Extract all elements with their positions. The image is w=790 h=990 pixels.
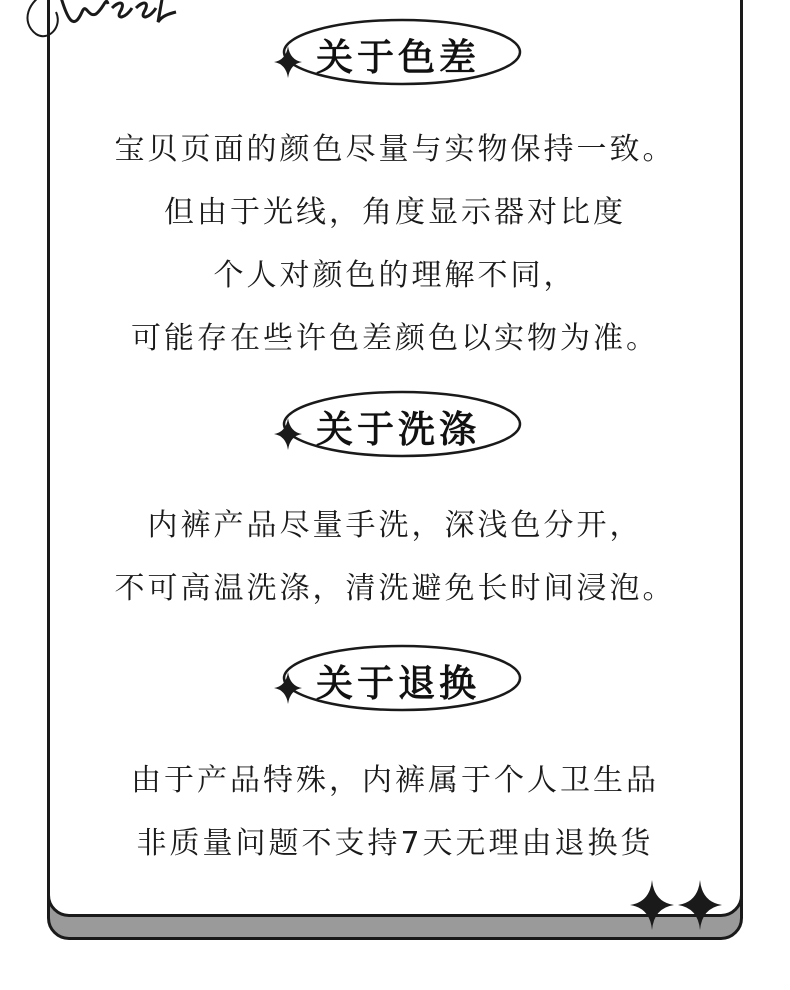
section-title-washing <box>274 384 524 464</box>
sparkle-icon <box>678 880 722 930</box>
section-title-text: 关于色差 <box>316 36 480 79</box>
section-title-text: 关于退换 <box>316 662 480 705</box>
section-line: 不可高温洗涤，清洗避免长时间浸泡。 <box>114 571 676 606</box>
script-lettering-decoration <box>8 0 178 52</box>
section-line: 但由于光线，角度显示器对比度 <box>164 195 626 230</box>
section-title-text: 关于洗涤 <box>316 408 480 451</box>
section-line: 非质量问题不支持7天无理由退换货 <box>136 826 654 861</box>
sparkle-icon <box>274 418 302 450</box>
sparkle-icon <box>630 880 674 930</box>
sparkles-decoration <box>630 878 722 932</box>
section-line: 宝贝页面的颜色尽量与实物保持一致。 <box>114 132 676 167</box>
sparkle-icon <box>274 46 302 78</box>
section-title-color-difference <box>274 12 524 92</box>
section-line: 个人对颜色的理解不同， <box>213 258 577 293</box>
section-line: 可能存在些许色差颜色以实物为准。 <box>131 321 659 356</box>
section-title-returns <box>274 638 524 718</box>
section-line: 由于产品特殊，内裤属于个人卫生品 <box>131 763 659 798</box>
sparkle-icon <box>274 672 302 704</box>
section-line: 内裤产品尽量手洗，深浅色分开， <box>147 508 643 543</box>
